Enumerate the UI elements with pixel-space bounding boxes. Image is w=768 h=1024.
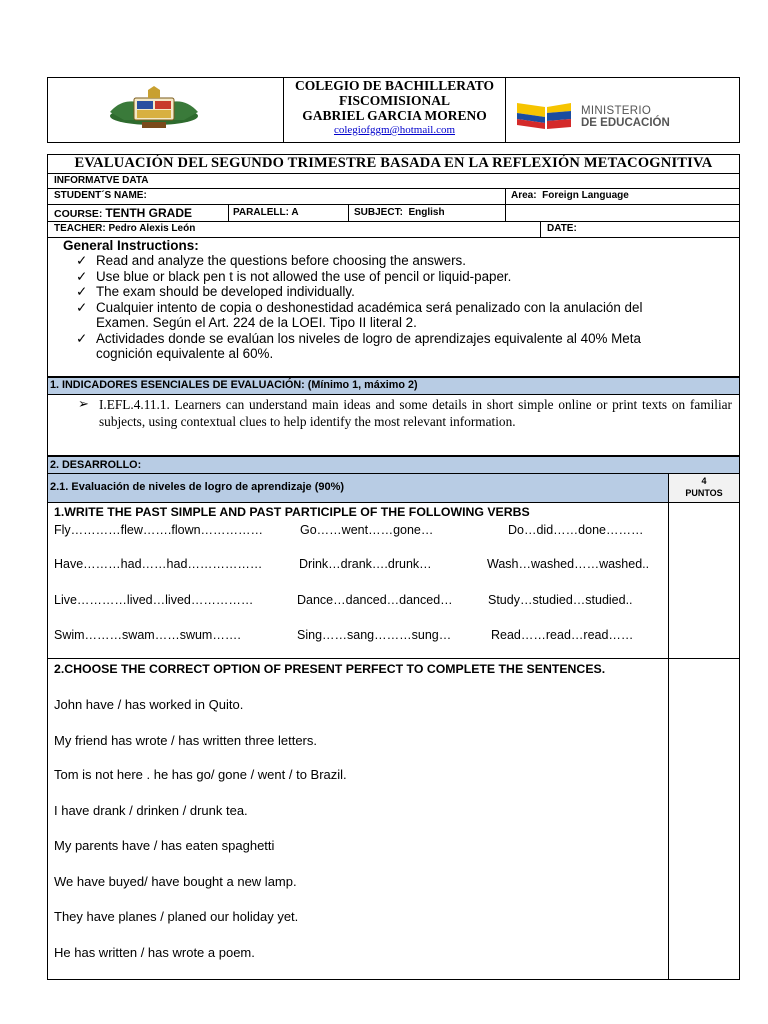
verb-answer[interactable]: Fly…………flew…….flown…………… — [54, 523, 264, 537]
points-label: PUNTOS — [685, 488, 723, 498]
area-label — [511, 190, 629, 201]
verb-answer[interactable]: Sing……sang………sung… — [297, 628, 452, 642]
instruction-item: ✓ Use blue or black pen t is not allowed the use of pencil or liquid-paper. — [76, 268, 512, 284]
instruction-item: ✓ Cualquier intento de copia o deshonestidad académica será penalizado con la anulación del Examen. Según el Art. 224 de la LOEI. Tipo II literal 2. — [76, 299, 643, 330]
checkmark-icon: ✓ — [76, 299, 88, 315]
school-name-line2: FISCOMISIONAL — [338, 93, 451, 108]
points-value: 4 — [701, 476, 707, 486]
verb-answer[interactable]: Read……read…read…… — [491, 628, 634, 642]
verb-answer[interactable]: Drink…drank….drunk… — [299, 557, 432, 571]
points-cell — [669, 475, 739, 499]
verb-answer[interactable]: Wash…washed……washed.. — [487, 557, 650, 571]
course-field — [54, 206, 192, 220]
development-heading: 2. DESARROLLO: — [50, 459, 142, 471]
school-name-line1: COLEGIO DE BACHILLERATO — [294, 78, 495, 93]
checkmark-icon: ✓ — [76, 253, 88, 268]
indicator-text: I.EFL.4.11.1. Learners can understand main ideas and some details in short simple online or print texts on familiar subjects, using contextual clues to help identify the most relevant information. — [99, 397, 732, 429]
area-value: Foreign Language — [542, 190, 629, 201]
sentence-item[interactable]: Tom is not here . he has go/ gone / went / to Brazil. — [54, 767, 347, 782]
exam-title: EVALUACIÓN DEL SEGUNDO TRIMESTRE BASADA EN LA REFLEXIÓN METACOGNITIVA — [74, 155, 713, 171]
subject-value: English — [408, 207, 445, 218]
instruction-item: ✓ Read and analyze the questions before choosing the answers. — [76, 253, 466, 268]
arrow-bullet-icon: ➢ — [78, 396, 89, 411]
instructions-list — [70, 253, 685, 362]
instructions-heading: General Instructions: — [63, 238, 199, 253]
question2-title: 2.CHOOSE THE CORRECT OPTION OF PRESENT PERFECT TO COMPLETE THE SENTENCES. — [54, 662, 606, 676]
school-email-link[interactable]: colegiofggm@hotmail.com — [333, 124, 456, 136]
sentence-item[interactable]: My friend has wrote / has written three letters. — [54, 733, 317, 748]
sentence-item[interactable]: I have drank / drinken / drunk tea. — [54, 803, 248, 818]
sentence-item[interactable]: John have / has worked in Quito. — [54, 697, 244, 712]
sentence-item[interactable]: They have planes / planed our holiday yet. — [54, 909, 299, 924]
teacher-name: TEACHER: Pedro Alexis León — [54, 223, 196, 234]
checkmark-icon: ✓ — [76, 268, 88, 284]
verb-answer[interactable]: Swim………swam……swum……. — [54, 628, 241, 642]
sentence-item[interactable]: He has written / has wrote a poem. — [54, 945, 255, 960]
student-name-label: STUDENT´S NAME: — [54, 190, 147, 201]
area-label-text: Area: — [511, 190, 537, 201]
verb-answer[interactable]: Do…did……done……… — [508, 523, 644, 537]
checkmark-icon: ✓ — [76, 330, 88, 346]
subject-field — [354, 207, 445, 218]
school-crest-logo — [104, 86, 204, 132]
checkmark-icon: ✓ — [76, 284, 88, 299]
verb-answer[interactable]: Live…………lived…lived…………… — [54, 593, 254, 607]
question1-title: 1.WRITE THE PAST SIMPLE AND PAST PARTICIPLE OF THE FOLLOWING VERBS — [54, 505, 530, 519]
ministry-name-line2: DE EDUCACIÓN — [581, 117, 670, 129]
instruction-item: ✓ Actividades donde se evalúan los niveles de logro de aprendizajes equivalente al 40% Meta cognición equivalente al 60%. — [76, 330, 641, 361]
verb-answer[interactable]: Have………had……had……………… — [54, 557, 263, 571]
course-value: TENTH GRADE — [105, 206, 193, 220]
parallel-value: A — [291, 207, 299, 218]
parallel-field — [233, 207, 299, 218]
verb-answer[interactable]: Dance…danced…danced… — [297, 593, 453, 607]
question2-score-cell — [668, 658, 740, 980]
question1-score-cell — [668, 502, 740, 659]
sentence-item[interactable]: My parents have / has eaten spaghetti — [54, 838, 275, 853]
ministry-flag-logo — [515, 99, 575, 133]
ministry-name-line1: MINISTERIO — [581, 105, 652, 117]
informative-data-label: INFORMATVE DATA — [54, 175, 149, 186]
verb-answer[interactable]: Go……went……gone… — [300, 523, 434, 537]
indicators-heading: 1. INDICADORES ESENCIALES DE EVALUACIÓN: (Mínimo 1, máximo 2) — [50, 379, 418, 391]
verb-answer[interactable]: Study…studied…studied.. — [488, 593, 633, 607]
instruction-item: ✓ The exam should be developed individually. — [76, 284, 355, 299]
school-name-line3: GABRIEL GARCIA MORENO — [302, 108, 487, 123]
parallel-label: PARALELL: — [233, 207, 289, 218]
date-label: DATE: — [547, 223, 577, 234]
sentence-item[interactable]: We have buyed/ have bought a new lamp. — [54, 874, 297, 889]
subject-label: SUBJECT: — [354, 207, 403, 218]
course-label: COURSE: — [54, 208, 103, 220]
achievement-subheading: 2.1. Evaluación de niveles de logro de aprendizaje (90%) — [50, 481, 345, 493]
